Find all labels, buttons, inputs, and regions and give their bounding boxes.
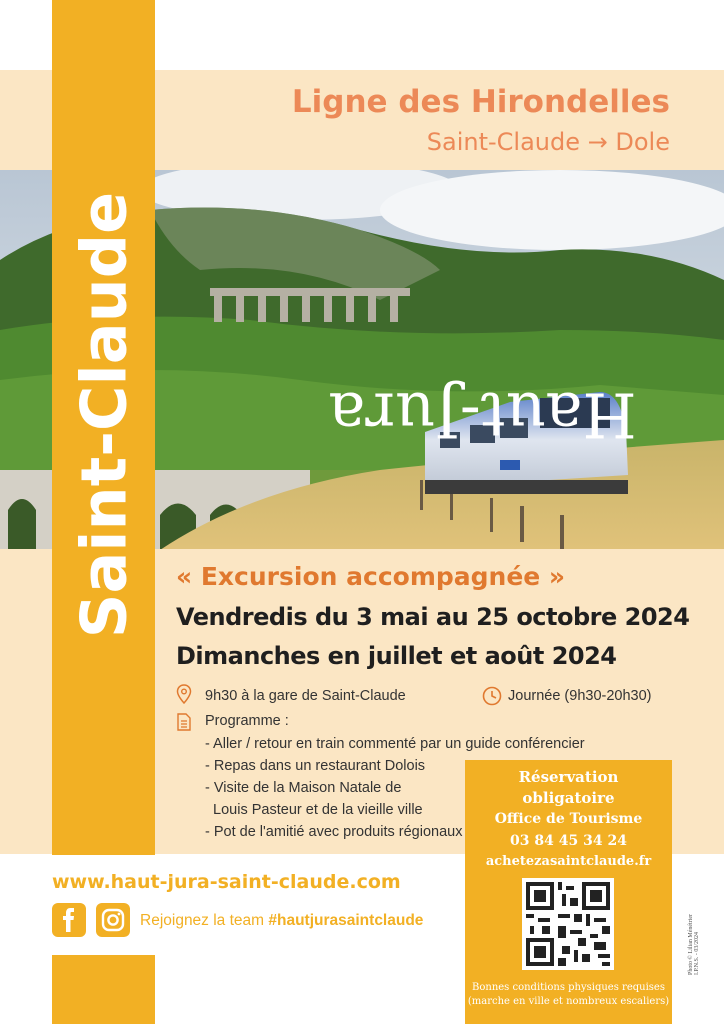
route-arrow-icon: →	[587, 128, 608, 156]
photo-credit-1: Photo © Lilian Ménétrier	[688, 913, 694, 975]
ribbon-title-light: Haut-Jura	[327, 378, 637, 452]
program-label: Programme :	[205, 713, 289, 729]
program-item: - Pot de l'amitié avec produits régionaux	[205, 824, 463, 840]
join-team-text	[140, 912, 423, 930]
excursion-title: « Excursion accompagnée »	[176, 562, 566, 591]
program-item: Louis Pasteur et de la vieille ville	[205, 802, 423, 818]
document-icon	[177, 713, 191, 736]
program-item: - Aller / retour en train commenté par un guide conférencier	[205, 736, 585, 752]
duration: Journée (9h30-20h30)	[508, 688, 652, 704]
booking-website[interactable]: achetezasaintclaude.fr	[485, 854, 652, 869]
ribbon-bottom-block	[52, 955, 155, 1024]
clock-icon	[482, 686, 502, 711]
instagram-icon[interactable]	[96, 903, 130, 937]
phone-number[interactable]: 03 84 45 34 24	[510, 833, 627, 849]
route-to: Dole	[615, 128, 670, 156]
meeting-point: 9h30 à la gare de Saint-Claude	[205, 688, 406, 704]
reservation-box	[465, 760, 672, 1024]
date-line-1: Vendredis du 3 mai au 25 octobre 2024	[176, 603, 690, 631]
program-item: - Visite de la Maison Natale de	[205, 780, 402, 796]
date-line-2: Dimanches en juillet et août 2024	[176, 642, 617, 670]
reservation-line-1: Réservation	[518, 768, 619, 786]
location-pin-icon	[176, 684, 192, 709]
reservation-note-1: Bonnes conditions physiques requises	[472, 982, 665, 993]
ribbon-title-bold: Saint-Claude	[67, 191, 140, 639]
program-item: - Repas dans un restaurant Dolois	[205, 758, 426, 774]
hashtag[interactable]: #hautjurasaintclaude	[268, 912, 424, 929]
join-text: Rejoignez la team	[140, 912, 269, 929]
facebook-icon[interactable]	[52, 903, 86, 937]
page-title: Ligne des Hirondelles	[291, 84, 670, 120]
reservation-line-2: obligatoire	[522, 789, 615, 807]
tourism-office: Office de Tourisme	[494, 811, 643, 827]
route-subtitle	[427, 128, 670, 156]
photo-credit	[688, 914, 700, 975]
photo-credit-2: I.P.N.S. - 03/2024	[694, 931, 700, 975]
website-link[interactable]: www.haut-jura-saint-claude.com	[52, 871, 401, 893]
route-from: Saint-Claude	[426, 128, 580, 156]
qr-code-icon[interactable]	[522, 878, 614, 970]
reservation-note-2: (marche en ville et nombreux escaliers)	[467, 996, 670, 1007]
